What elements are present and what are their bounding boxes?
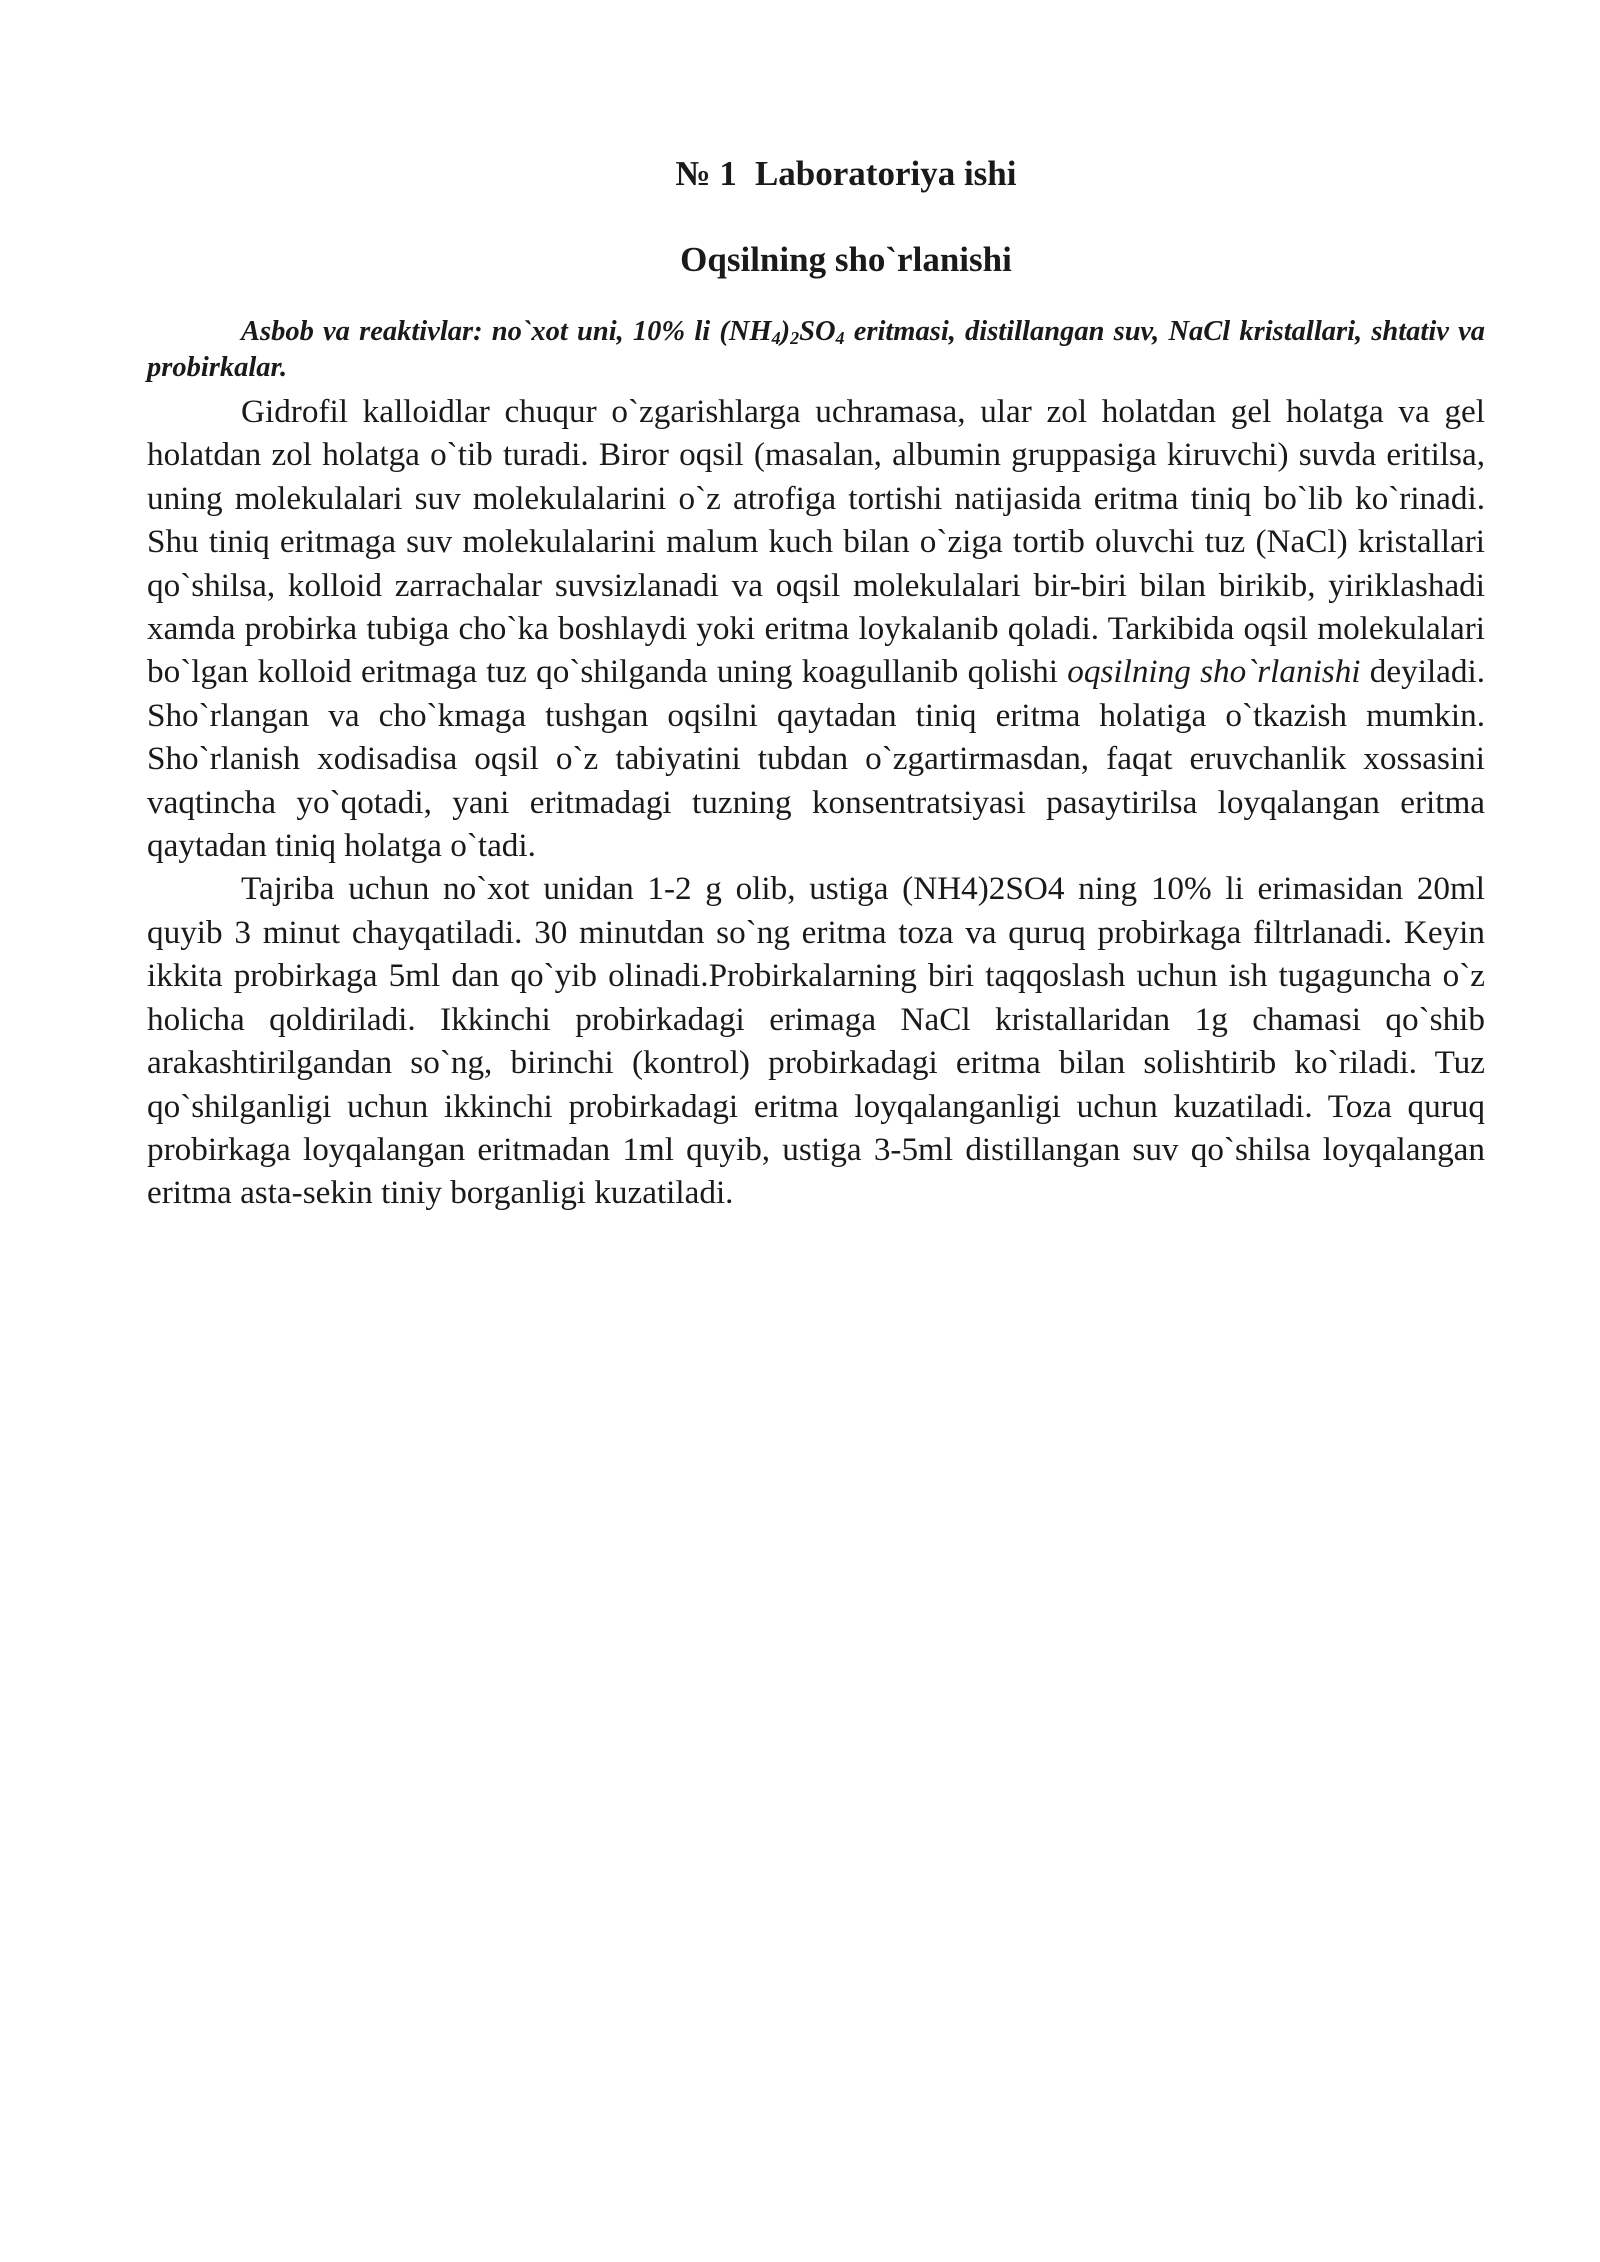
document-page: [147, 150, 1485, 1215]
subscript: 2: [790, 328, 800, 348]
equipment-list: [147, 314, 1485, 386]
lab-number: № 1: [675, 154, 737, 193]
paragraph-procedure: Tajriba uchun no`xot unidan 1-2 g olib, ustiga (NH4)2SO4 ning 10% li erimasidan 20ml quyib 3 minut chayqatiladi. 30 minutdan so`ng eritma toza va quruq probirkaga filtrlanadi. Keyin ikkita probirkaga 5ml dan qo`yib olinadi.Probirkalarning biri taqqoslash uchun ish tugaguncha o`z holicha qoldiriladi. Ikkinchi probirkadagi erimaga NaCl kristallaridan 1g chamasi qo`shib arakashtirilgandan so`ng, birinchi (kontrol) probirkadagi eritma bilan solishtirib ko`riladi. Tuz qo`shilganligi uchun ikkinchi probirkadagi eritma loyqalanganligi uchun kuzatiladi. Toza quruq probirkaga loyqalangan eritmadan 1ml quyib, ustiga 3-5ml distillangan suv qo`shilsa loyqalangan eritma asta-sekin tiniy borganligi kuzatiladi.: [147, 870, 1485, 1212]
paragraph-theory: [147, 390, 1485, 867]
equipment-text: no`xot uni, 10% li (NH: [482, 316, 772, 347]
lab-title-text: Laboratoriya ishi: [754, 154, 1017, 193]
equipment-text: SO: [799, 316, 836, 347]
term-italic: oqsilning sho`rlanishi: [1067, 653, 1361, 691]
subscript: 4: [835, 328, 845, 348]
paragraph-text: Gidrofil kalloidlar chuqur o`zgarishlarga uchramasa, ular zol holatdan gel holatga va gel holatdan zol holatga o`tib turadi. Biror oqsil (masalan, albumin gruppasiga kiruvchi) suvda eritilsa, uning molekulalari suv molekulalarini o`z atrofiga tortishi natijasida eritma tiniq bo`lib ko`rinadi. Shu tiniq eritmaga suv molekulalarini malum kuch bilan o`ziga tortib oluvchi tuz (NaCl) kristallari qo`shilsa, kolloid zarrachalar suvsizlanadi va oqsil molekulalari bir-biri bilan birikib, yiriklashadi xamda probirka tubiga cho`ka boshlaydi yoki eritma loykalanib qoladi. Tarkibida oqsil molekulalari bo`lgan kolloid eritmaga tuz qo`shilganda uning koagullanib qolishi: [147, 393, 1485, 691]
equipment-label: Asbob va reaktivlar:: [241, 316, 483, 347]
page-title: [147, 150, 1485, 198]
page-subtitle: Oqsilning sho`rlanishi: [680, 240, 1012, 279]
subscript: 4: [771, 328, 781, 348]
paragraph-text: deyiladi. Sho`rlangan va cho`kmaga tushgan oqsilni qaytadan tiniq eritma holatiga o`tkazish mumkin. Sho`rlanish xodisadisa oqsil o`z tabiyatini tubdan o`zgartirmasdan, faqat eruvchanlik xossasini vaqtincha yo`qotadi, yani eritmadagi tuzning konsentratsiyasi pasaytirilsa loyqalangan eritma qaytadan tiniq holatga o`tadi.: [147, 653, 1486, 865]
equipment-text: eritmasi, distillangan suv, NaCl kristallari, shtativ va probirkalar.: [147, 316, 1486, 383]
equipment-text: ): [780, 316, 791, 347]
